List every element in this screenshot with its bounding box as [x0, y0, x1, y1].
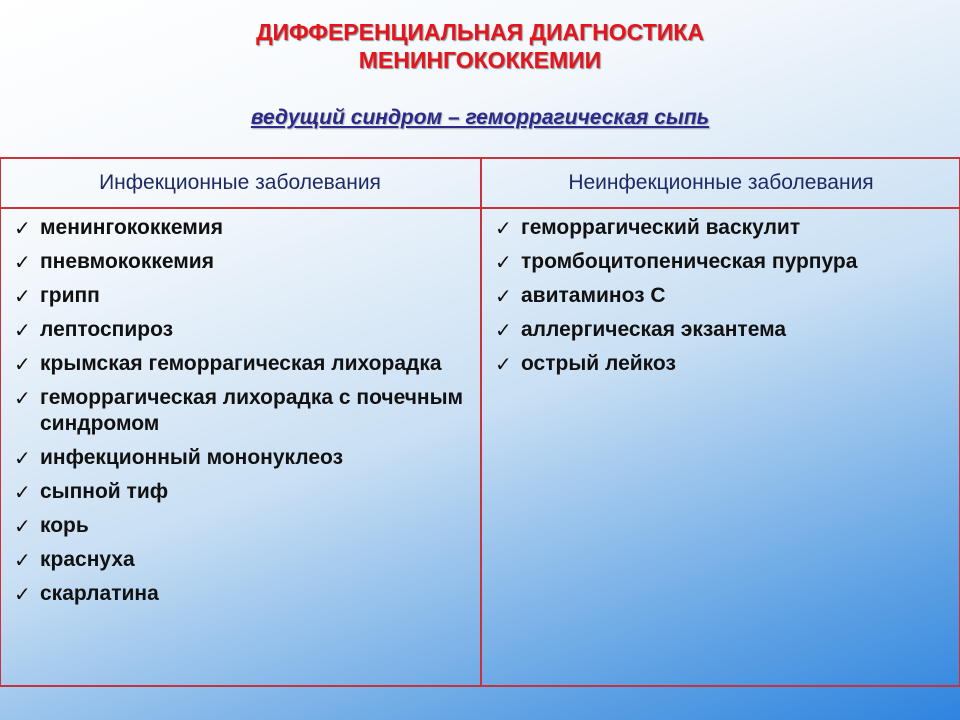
- table-left-border: [0, 159, 1, 685]
- check-mark-icon: ✓: [495, 318, 512, 342]
- check-mark-icon: ✓: [14, 250, 31, 274]
- list-item: ✓ лептоспироз: [14, 318, 174, 342]
- infectious-header: Инфекционные заболевания: [99, 171, 381, 194]
- check-mark-icon: ✓: [14, 284, 31, 308]
- diagnosis-table: [0, 157, 960, 687]
- title-line-2: МЕНИНГОКОККЕМИИ: [358, 47, 602, 73]
- check-mark-icon: ✓: [14, 318, 31, 342]
- list-item: ✓ скарлатина: [14, 582, 159, 606]
- list-item: ✓ аллергическая экзантема: [495, 318, 787, 342]
- list-item: ✓ краснуха: [14, 548, 135, 572]
- list-item: ✓ геморрагическая лихорадка с почечным синдромом: [14, 386, 464, 435]
- check-mark-icon: ✓: [495, 216, 512, 240]
- list-item: ✓ геморрагический васкулит: [495, 216, 801, 240]
- check-mark-icon: ✓: [495, 250, 512, 274]
- check-mark-icon: ✓: [495, 352, 512, 376]
- list-item: ✓ острый лейкоз: [495, 352, 676, 376]
- list-item: ✓ менингококкемия: [14, 216, 223, 240]
- check-mark-icon: ✓: [14, 352, 31, 376]
- slide-subtitle: ведущий синдром – геморрагическая сыпь: [250, 106, 710, 129]
- list-item: ✓ авитаминоз С: [495, 284, 666, 308]
- table-header-divider: [0, 207, 960, 209]
- check-mark-icon: ✓: [14, 446, 31, 470]
- check-mark-icon: ✓: [14, 514, 31, 538]
- list-item: ✓ сыпной тиф: [14, 480, 169, 504]
- check-mark-icon: ✓: [14, 216, 31, 240]
- noninfectious-list: [495, 215, 950, 385]
- check-mark-icon: ✓: [14, 548, 31, 572]
- check-mark-icon: ✓: [14, 480, 31, 504]
- check-mark-icon: ✓: [14, 582, 31, 606]
- noninfectious-header: Неинфекционные заболевания: [568, 171, 874, 194]
- list-item: ✓ грипп: [14, 284, 100, 308]
- list-item: ✓ пневмококкемия: [14, 250, 214, 274]
- list-item: ✓ крымская геморрагическая лихорадка: [14, 352, 442, 376]
- title-line-1: ДИФФЕРЕНЦИАЛЬНАЯ ДИАГНОСТИКА: [256, 19, 704, 45]
- check-mark-icon: ✓: [14, 386, 31, 410]
- check-mark-icon: ✓: [495, 284, 512, 308]
- slide-title: [0, 18, 960, 74]
- table-column-divider: [480, 159, 482, 685]
- list-item: ✓ инфекционный мононуклеоз: [14, 446, 344, 470]
- infectious-list: [14, 215, 464, 615]
- list-item: ✓ корь: [14, 514, 89, 538]
- list-item: ✓ тромбоцитопеническая пурпура: [495, 250, 858, 274]
